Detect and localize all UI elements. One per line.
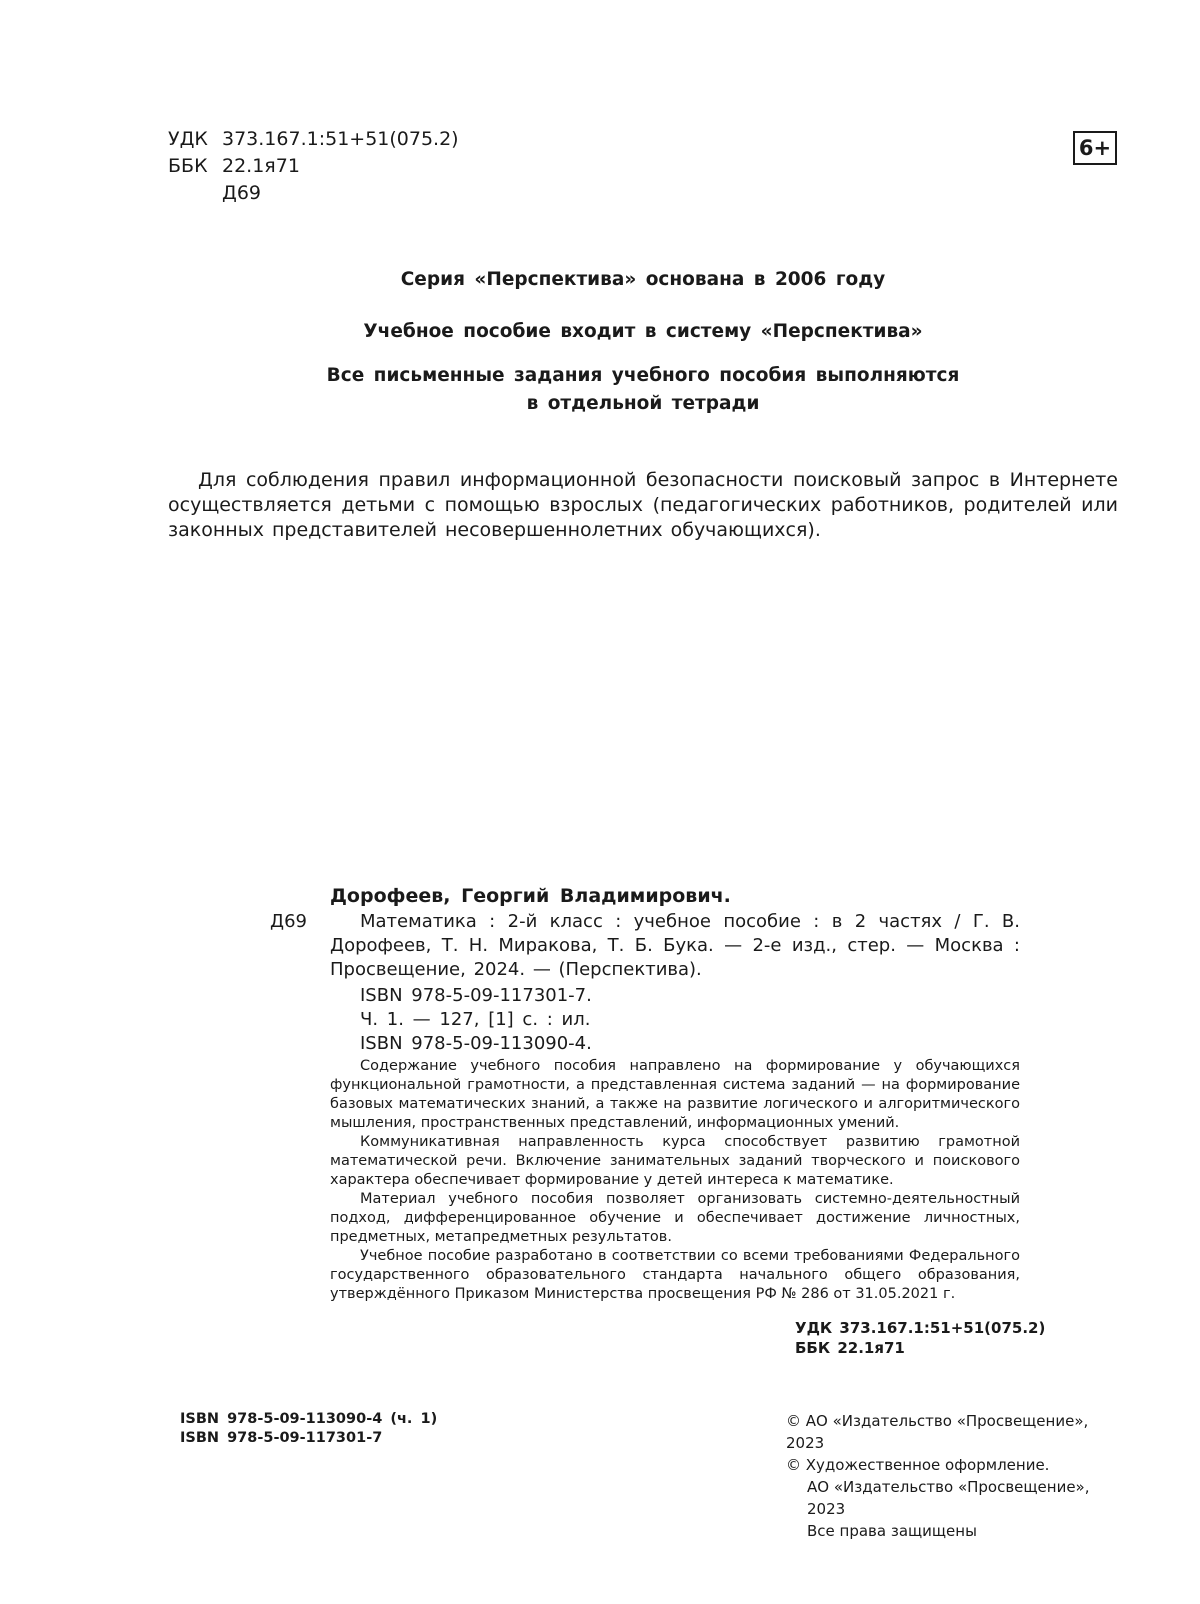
written-tasks-line1: Все письменные задания учебного пособия выполняются — [326, 365, 960, 386]
udk-value: 373.167.1:51+51(075.2) — [222, 128, 459, 150]
copyright-line3: АО «Издательство «Просвещение», 2023 — [807, 1478, 1090, 1518]
isbn-bottom — [180, 1410, 437, 1448]
bbk-row — [168, 153, 459, 180]
series-system: Учебное пособие входит в систему «Перспектива» — [363, 321, 923, 342]
annotation-paragraph: Коммуникативная направленность курса способствует развитию грамотной математической речи. Включение занимательных заданий творческого и поискового характера обеспечивает формирование у детей интереса к математике. — [330, 1134, 1020, 1188]
udk-row — [168, 126, 459, 153]
bib-isbn-part: ISBN 978-5-09-113090-4. — [360, 1033, 592, 1054]
annotation-paragraph: Учебное пособие разработано в соответствии со всеми требованиями Федерального государственного образовательного стандарта начального общего образования, утверждённого Приказом Министерства просвещения РФ № 286 от 31.05.2021 г. — [330, 1248, 1020, 1302]
age-rating-badge: 6+ — [1073, 131, 1117, 165]
series-founded: Серия «Перспектива» основана в 2006 году — [400, 269, 886, 290]
bbk-value: 22.1я71 — [222, 155, 300, 177]
udc-bottom-udk: УДК 373.167.1:51+51(075.2) — [795, 1319, 1046, 1337]
written-tasks-line2: в отдельной тетради — [526, 393, 760, 414]
annotation — [330, 1057, 1020, 1304]
bib-code: Д69 — [270, 911, 307, 932]
bib-isbn-block — [360, 984, 592, 1056]
bib-author: Дорофеев, Георгий Владимирович. — [330, 885, 731, 907]
copyright-line1: © АО «Издательство «Просвещение», 2023 — [786, 1412, 1089, 1452]
udc-bottom — [795, 1318, 1045, 1358]
classification-codes — [168, 126, 459, 207]
annotation-paragraph: Содержание учебного пособия направлено на формирование у обучающихся функциональной грамотности, а представленная система заданий — на формирование базовых математических знаний, а также на развитие логического и алгоритмического мышления, пространственных представлений, информационных умений. — [330, 1058, 1020, 1131]
bbk-label: ББК — [168, 155, 208, 177]
copyright-block — [786, 1410, 1126, 1542]
copyright-line2: © Художественное оформление. — [786, 1456, 1050, 1474]
safety-notice: Для соблюдения правил информационной безопасности поисковый запрос в Интернете осуществляется детьми с помощью взрослых (педагогических работников, родителей или законных представителей несовершеннолетних обучающихся). — [168, 469, 1118, 541]
annotation-paragraph: Материал учебного пособия позволяет организовать системно-деятельностный подход, дифференцированное обучение и обеспечивает достижение личностных, предметных, метапредметных результатов. — [330, 1191, 1020, 1245]
author-mark: Д69 — [222, 182, 262, 204]
bib-description: Математика : 2-й класс : учебное пособие : в 2 частях / Г. В. Дорофеев, Т. Н. Миракова, Т. Б. Бука. — 2-е изд., стер. — Москва : Просвещение, 2024. — (Перспектива). — [330, 911, 1020, 980]
copyright-line4: Все права защищены — [807, 1522, 977, 1540]
bib-isbn-set: ISBN 978-5-09-117301-7. — [360, 985, 592, 1006]
isbn-bottom-line1: ISBN 978-5-09-113090-4 (ч. 1) — [180, 1411, 438, 1427]
udk-label: УДК — [168, 128, 208, 150]
isbn-bottom-line2: ISBN 978-5-09-117301-7 — [180, 1430, 383, 1446]
udc-bottom-bbk: ББК 22.1я71 — [795, 1339, 905, 1357]
bib-part: Ч. 1. — 127, [1] с. : ил. — [360, 1009, 591, 1030]
